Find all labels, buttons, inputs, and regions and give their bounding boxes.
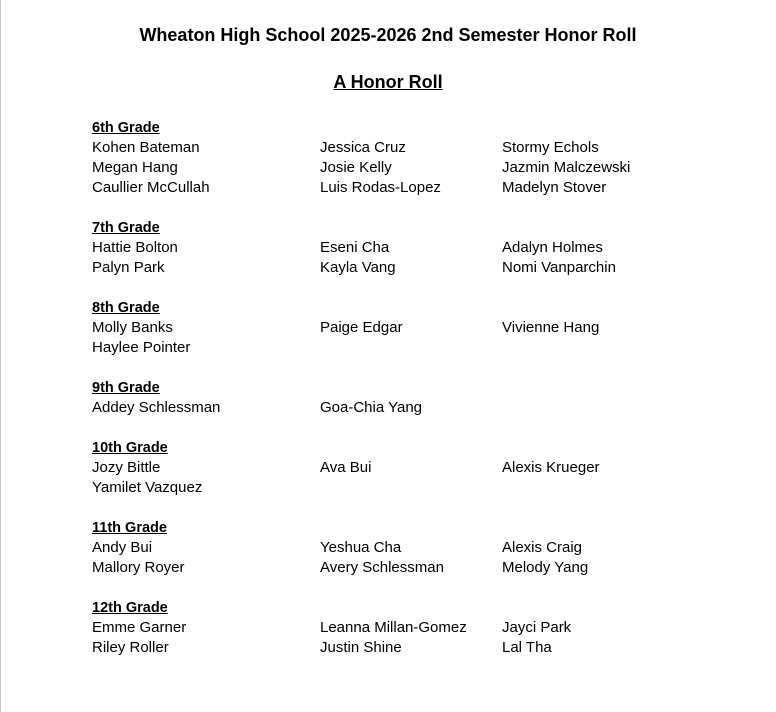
name-row [92,318,732,338]
student-name: Avery Schlessman [320,559,444,576]
grade-section [92,118,732,198]
student-name: Kohen Bateman [92,139,200,156]
student-name: Justin Shine [320,639,402,656]
student-name [320,338,502,358]
student-name [502,338,702,358]
student-name: Caullier McCullah [92,179,210,196]
grade-heading: 9th Grade [92,380,160,396]
name-row [92,338,732,358]
student-name: Jazmin Malczewski [502,159,631,176]
student-name: Emme Garner [92,619,187,636]
student-name: Goa-Chia Yang [320,399,423,416]
student-name: Palyn Park [92,259,165,276]
name-row [92,538,732,558]
honor-roll-heading: A Honor Roll [333,72,443,92]
name-row [92,398,732,418]
student-name: Addey Schlessman [92,399,221,416]
student-name: Hattie Bolton [92,239,178,256]
student-name: Mallory Royer [92,559,185,576]
name-row [92,638,732,658]
student-name: Paige Edgar [320,319,403,336]
grade-heading: 12th Grade [92,600,168,616]
student-name: Jessica Cruz [320,139,406,156]
student-name: Madelyn Stover [502,179,607,196]
grade-heading: 6th Grade [92,120,160,136]
student-name: Nomi Vanparchin [502,259,616,276]
student-name: Megan Hang [92,159,178,176]
student-name: Andy Bui [92,539,153,556]
name-row [92,458,732,478]
grade-heading: 7th Grade [92,220,160,236]
grade-section [92,438,732,498]
student-name: Jozy Bittle [92,459,161,476]
grade-sections [92,118,732,678]
name-row [92,138,732,158]
grade-section [92,518,732,578]
student-name: Alexis Craig [502,539,583,556]
student-name: Yeshua Cha [320,539,402,556]
student-name: Ava Bui [320,459,372,476]
student-name: Kayla Vang [320,259,396,276]
student-name [502,478,702,498]
student-name: Jayci Park [502,619,572,636]
student-name: Josie Kelly [320,159,392,176]
student-name: Haylee Pointer [92,339,191,356]
student-name: Yamilet Vazquez [92,479,203,496]
name-row [92,558,732,578]
student-name: Melody Yang [502,559,589,576]
grade-heading: 11th Grade [92,520,167,536]
student-name [320,478,502,498]
name-row [92,478,732,498]
student-name: Eseni Cha [320,239,390,256]
student-name: Riley Roller [92,639,169,656]
name-row [92,618,732,638]
student-name: Leanna Millan-Gomez [320,619,467,636]
grade-section [92,598,732,658]
name-row [92,258,732,278]
student-name: Lal Tha [502,639,552,656]
student-name: Adalyn Holmes [502,239,603,256]
name-row [92,238,732,258]
student-name: Molly Banks [92,319,173,336]
name-row [92,158,732,178]
grade-heading: 10th Grade [92,440,168,456]
page-left-border [0,0,1,712]
grade-heading: 8th Grade [92,300,160,316]
student-name: Alexis Krueger [502,459,600,476]
grade-section [92,378,732,418]
grade-section [92,218,732,278]
student-name: Vivienne Hang [502,319,600,336]
student-name: Stormy Echols [502,139,599,156]
name-row [92,178,732,198]
document-title: Wheaton High School 2025-2026 2nd Semester Honor Roll [139,25,637,45]
student-name [502,398,702,418]
grade-section [92,298,732,358]
student-name: Luis Rodas-Lopez [320,179,441,196]
